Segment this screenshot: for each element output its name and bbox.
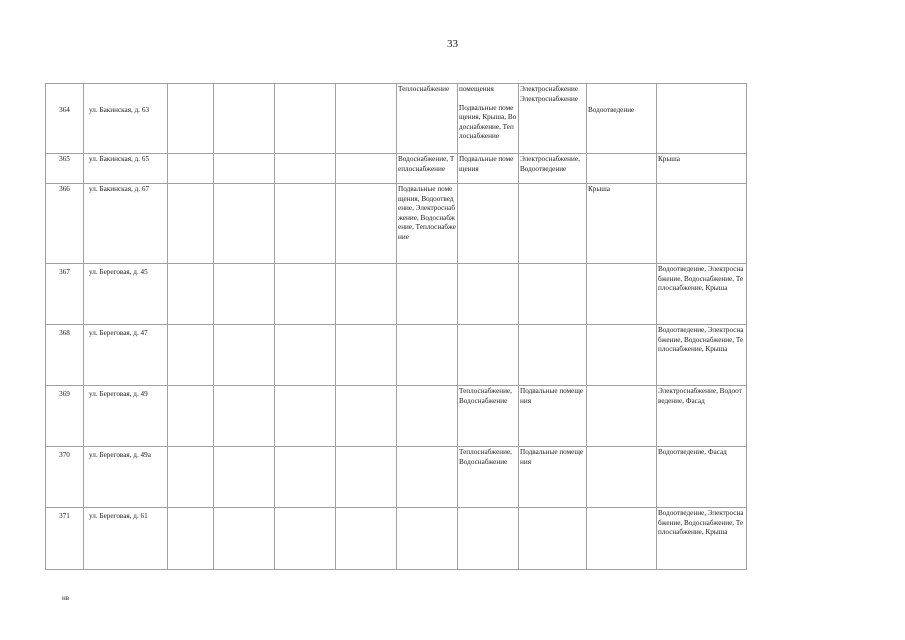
empty-cell: [397, 325, 458, 386]
empty-cell: [397, 264, 458, 325]
empty-cell: [275, 264, 336, 325]
empty-cell: [336, 447, 397, 508]
row-cell-9: [519, 264, 587, 325]
table-row: [46, 84, 855, 154]
empty-cell: [168, 508, 214, 570]
empty-cell: [336, 508, 397, 570]
empty-cell: [587, 325, 657, 386]
empty-cell: [214, 84, 275, 154]
row-address: ул. Бакинская, д. 63: [84, 84, 168, 154]
row-address: ул. Бакинская, д. 67: [84, 184, 168, 264]
empty-cell: [214, 264, 275, 325]
empty-cell: [397, 386, 458, 447]
row-cell-8: [458, 264, 519, 325]
empty-cell: [168, 325, 214, 386]
row-cell-8: Теплоснабжение, Водоснабжение: [458, 447, 519, 508]
empty-cell: [336, 325, 397, 386]
empty-cell: [214, 447, 275, 508]
table-row: [46, 184, 855, 264]
row-number: 371: [46, 508, 84, 570]
empty-cell: [275, 508, 336, 570]
row-cell-10: Водоотведение: [587, 84, 657, 154]
table-row: [46, 154, 855, 184]
empty-cell: [168, 184, 214, 264]
row-address: ул. Береговая, д. 49а: [84, 447, 168, 508]
row-cell-11: Водоотведение, Фасад: [657, 447, 747, 508]
row-cell-11: Крыша: [657, 154, 747, 184]
row-cell-10: [587, 154, 657, 184]
row-address: ул. Бакинская, д. 65: [84, 154, 168, 184]
row-cell-10: Крыша: [587, 184, 657, 264]
empty-cell: [168, 447, 214, 508]
table-row: [46, 386, 855, 447]
table-row: [46, 508, 855, 570]
empty-cell: [214, 154, 275, 184]
row-address: ул. Береговая, д. 45: [84, 264, 168, 325]
empty-cell: [275, 154, 336, 184]
row-cell-9: [519, 508, 587, 570]
empty-cell: [275, 184, 336, 264]
empty-cell: [168, 264, 214, 325]
row-cell-7: Водоснабжение, Теплоснабжение: [397, 154, 458, 184]
footer-note: нв: [62, 594, 70, 602]
row-address: ул. Береговая, д. 49: [84, 386, 168, 447]
row-number: 368: [46, 325, 84, 386]
row-cell-9-line-a: Электроснабжение: [520, 85, 579, 93]
row-number: 369: [46, 386, 84, 447]
empty-cell: [336, 154, 397, 184]
row-cell-9: [519, 325, 587, 386]
empty-cell: [214, 508, 275, 570]
row-cell-8-line-a: помещения: [459, 85, 494, 93]
row-cell-11: [657, 184, 747, 264]
row-number: 365: [46, 154, 84, 184]
row-cell-9-line-b: Электроснабжение: [520, 94, 579, 103]
row-cell-9: [519, 184, 587, 264]
row-cell-11: [657, 84, 747, 154]
row-cell-11: Водоотведение, Электроснабжение, Водоснабжение, Теплоснабжение, Крыша: [657, 264, 747, 325]
empty-cell: [214, 325, 275, 386]
empty-cell: [168, 154, 214, 184]
row-cell-9: Электроснабжение, Водоотведение: [519, 154, 587, 184]
empty-cell: [587, 447, 657, 508]
empty-cell: [275, 84, 336, 154]
empty-cell: [275, 325, 336, 386]
row-cell-9: Подвальные помещения: [519, 447, 587, 508]
empty-cell: [336, 386, 397, 447]
empty-cell: [336, 264, 397, 325]
row-number: 370: [46, 447, 84, 508]
empty-cell: [587, 386, 657, 447]
empty-cell: [397, 508, 458, 570]
row-cell-7: Теплоснабжение: [397, 84, 458, 154]
row-cell-8: [458, 84, 519, 154]
row-cell-11: Электроснабжение, Водоотведение, Фасад: [657, 386, 747, 447]
row-address: ул. Береговая, д. 47: [84, 325, 168, 386]
empty-cell: [336, 84, 397, 154]
empty-cell: [397, 447, 458, 508]
row-cell-8: [458, 325, 519, 386]
row-number: 366: [46, 184, 84, 264]
row-cell-11: Водоотведение, Электроснабжение, Водоснабжение, Теплоснабжение, Крыша: [657, 325, 747, 386]
services-table: [45, 83, 855, 570]
table-row: [46, 264, 855, 325]
empty-cell: [275, 447, 336, 508]
table-row: [46, 325, 855, 386]
row-cell-8-line-b: Подвальные помещения, Крыша, Водоснабжение, Теплоснабжение: [459, 103, 517, 140]
row-cell-11: Водоотведение, Электроснабжение, Водоснабжение, Теплоснабжение, Крыша: [657, 508, 747, 570]
page-number: 33: [447, 38, 458, 50]
row-cell-9: [519, 84, 587, 154]
empty-cell: [168, 84, 214, 154]
empty-cell: [587, 508, 657, 570]
empty-cell: [168, 386, 214, 447]
row-cell-8: [458, 184, 519, 264]
row-cell-7: Подвальные помещения, Водоотведение, Электроснабжение, Водоснабжение, Теплоснабжение: [397, 184, 458, 264]
empty-cell: [275, 386, 336, 447]
table-row: [46, 447, 855, 508]
row-cell-9: Подвальные помещения: [519, 386, 587, 447]
empty-cell: [214, 184, 275, 264]
row-cell-8: Подвальные помещения: [458, 154, 519, 184]
empty-cell: [587, 264, 657, 325]
row-number: 364: [46, 84, 84, 154]
empty-cell: [214, 386, 275, 447]
row-address: ул. Береговая, д. 61: [84, 508, 168, 570]
empty-cell: [336, 184, 397, 264]
row-cell-8: [458, 508, 519, 570]
row-cell-8: Теплоснабжение, Водоснабжение: [458, 386, 519, 447]
row-number: 367: [46, 264, 84, 325]
